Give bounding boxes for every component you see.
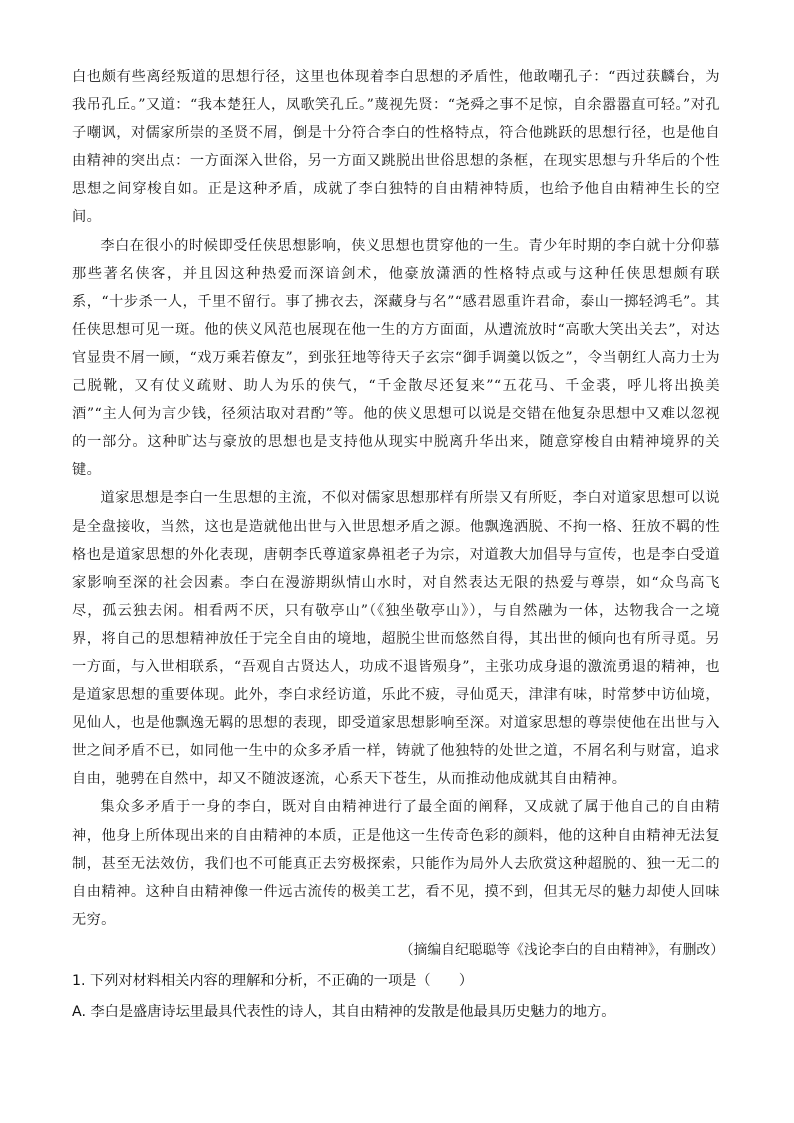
- answer-option-a: A. 李白是盛唐诗坛里最具代表性的诗人，其自由精神的发散是他最具历史魅力的地方。: [72, 1004, 616, 1020]
- passage-paragraph-2: 李白在很小的时候即受任侠思想影响，侠义思想也贯穿他的一生。青少年时期的李白就十分仰慕那些著名侠客，并且因这种热爱而深谙剑术，他豪放潇洒的性格特点或与这种任侠思想颇有联系，“十步杀一人，千里不留行。事了拂衣去，深藏身与名”“感君恩重许君命，泰山一掷轻鸿毛”。其任侠思想可见一斑。他的侠义风范也展现在他一生的方方面面，从遭流放时“高歌大笑出关去”，对达官显贵不屑一顾，“戏万乘若僚友”，到张狂地等待天子玄宗“御手调羹以饭之”，令当朝红人高力士为己脱靴，又有仗义疏财、助人为乐的侠气，“千金散尽还复来”“五花马、千金裘，呼儿将出换美酒”“主人何为言少钱，径须沽取对君酌”等。他的侠义思想可以说是交错在他复杂思想中又难以忽视的一部分。这种旷达与豪放的思想也是支持他从现实中脱离升华出来，随意穿梭自由精神境界的关键。: [72, 237, 720, 479]
- passage-body: [72, 63, 720, 934]
- question-stem: 1. 下列对材料相关内容的理解和分析，不正确的一项是（ ）: [72, 973, 474, 989]
- passage-source-note: （摘编自纪聪聪等《浅论李白的自由精神》，有删改）: [399, 942, 724, 958]
- passage-paragraph-3: 道家思想是李白一生思想的主流，不似对儒家思想那样有所崇又有所贬，李白对道家思想可以说是全盘接收，当然，这也是造就他出世与入世思想矛盾之源。他飘逸洒脱、不拘一格、狂放不羁的性格也是道家思想的外化表现，唐朝李氏尊道家鼻祖老子为宗，对道教大加倡导与宣传，也是李白受道家影响至深的社会因素。李白在漫游期纵情山水时，对自然表达无限的热爱与尊崇，如“众鸟高飞尽，孤云独去闲。相看两不厌，只有敬亭山”（《独坐敬亭山》），与自然融为一体，达物我合一之境界，将自己的思想精神放任于完全自由的境地，超脱尘世而悠然自得，其出世的倾向也有所寻觅。另一方面，与入世相联系，“吾观自古贤达人，功成不退皆殒身”，主张功成身退的激流勇退的精神，也是道家思想的重要体现。此外，李白求经访道，乐此不疲，寻仙觅天，津津有味，时常梦中访仙境，见仙人，也是他飘逸无羁的思想的表现，即受道家思想影响至深。对道家思想的尊崇使他在出世与入世之间矛盾不已，如同他一生中的众多矛盾一样，铸就了他独特的处世之道，不屑名利与财富，追求自由，驰骋在自然中，却又不随波逐流，心系天下苍生，从而推动他成就其自由精神。: [72, 490, 720, 788]
- passage-paragraph-4: 集众多矛盾于一身的李白，既对自由精神进行了最全面的阐释，又成就了属于他自己的自由精神，他身上所体现出来的自由精神的本质，正是他这一生传奇色彩的颜料，他的这种自由精神无法复制，甚至无法效仿，我们也不可能真正去穷极探索，只能作为局外人去欣赏这种超脱的、独一无二的自由精神。这种自由精神像一件远古流传的极美工艺，看不见，摸不到，但其无尽的魅力却使人回味无穷。: [72, 799, 720, 928]
- passage-paragraph-1: 白也颇有些离经叛道的思想行径，这里也体现着李白思想的矛盾性，他敢嘲孔子：“西过获麟台，为我吊孔丘。”又道：“我本楚狂人，凤歌笑孔丘。”蔑视先贤：“尧舜之事不足惊，自余嚣嚣直可轻。”对孔子嘲讽，对儒家所崇的圣贤不屑，倒是十分符合李白的性格特点，符合他跳跃的思想行径，也是他自由精神的突出点：一方面深入世俗，另一方面又跳脱出世俗思想的条框，在现实思想与升华后的个性思想之间穿梭自如。正是这种矛盾，成就了李白独特的自由精神特质，也给予他自由精神生长的空间。: [72, 69, 720, 226]
